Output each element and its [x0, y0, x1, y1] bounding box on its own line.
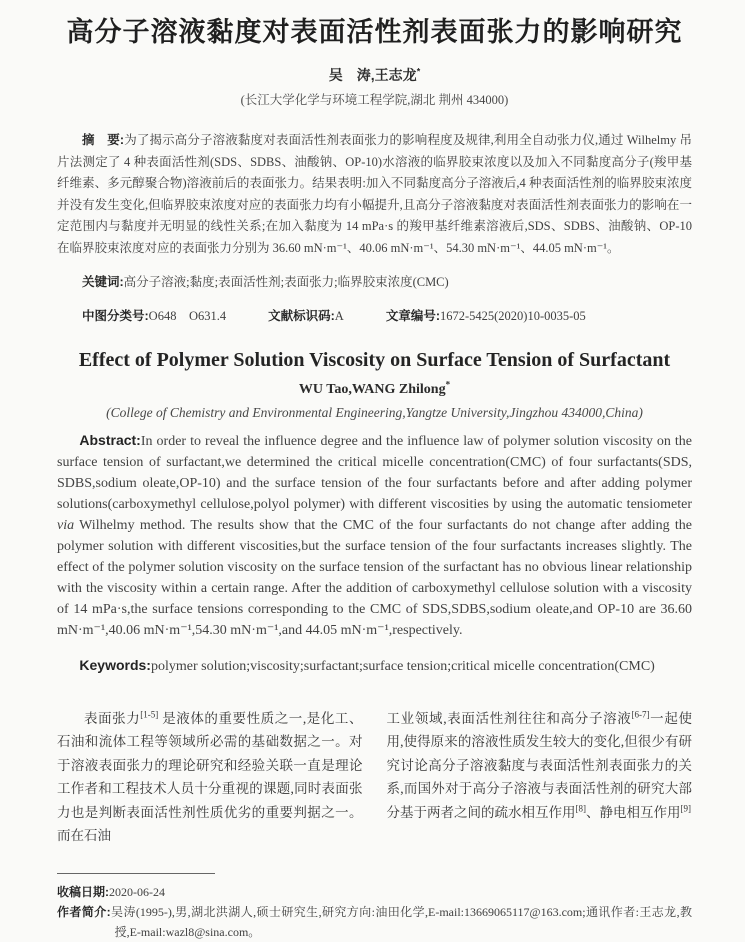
meta-line	[57, 306, 692, 328]
body-paragraph-left	[57, 707, 363, 848]
article-number	[386, 309, 586, 323]
citation-ref-8: [8]	[575, 803, 586, 813]
author-bio-label: 作者简介:	[57, 905, 111, 919]
affiliation-en: (College of Chemistry and Environmental Engineering,Yangtze University,Jingzhou 434000,China)	[106, 405, 643, 420]
footnote-block	[57, 882, 692, 942]
clc-number	[82, 309, 226, 323]
body-columns	[57, 693, 692, 861]
abstract-cn-text: 为了揭示高分子溶液黏度对表面活性剂表面张力的影响程度及规律,利用全自动张力仪,通过 Wilhelmy 吊片法测定了 4 种表面活性剂(SDS、SDBS、油酸钠、OP-10)水溶液的临界胶束浓度以及加入不同黏度高分子(羧甲基纤维素、多元醇聚合物)溶液前后的表面张力。结果表明:加入不同黏度高分子溶液后,4 种表面活性剂的临界胶束浓度并没有发生变化,但临界胶束浓度对应的表面张力均有小幅提升,且高分子溶液黏度对表面活性剂表面张力的影响在一定范围内与黏度并无明显的线性关系;在加入黏度为 14 mPa·s 的羧甲基纤维素溶液后,SDS、SDBS、油酸钠、OP-10 在临界胶束浓度对应的表面张力分别为 36.60 mN·m⁻¹、40.06 mN·m⁻¹、54.30 mN·m⁻¹、44.05 mN·m⁻¹。	[57, 133, 692, 255]
page-title: 高分子溶液黏度对表面活性剂表面张力的影响研究	[66, 17, 683, 47]
body-column-right	[387, 693, 693, 861]
abstract-en-part1: In order to reveal the influence degree and the influence law of polymer solution viscosity on the surface tension of surfactant,we determined the critical micelle concentration(CMC) of four surfactants(SDS, SDBS,sodium oleate,OP-10) and the surface tension of the four surfactants before and after adding polymer solutions(carboxymethyl cellulose,polyol polymer) with different viscosities by using the automatic tensiometer	[57, 434, 692, 512]
keywords-cn-text: 高分子溶液;黏度;表面活性剂;表面张力;临界胶束浓度(CMC)	[123, 274, 449, 289]
body-paragraph-right	[387, 707, 693, 825]
abstract-cn-label: 摘 要:	[82, 133, 125, 147]
author-bio-text: 吴涛(1995-),男,湖北洪湖人,硕士研究生,研究方向:油田化学,E-mail:13669065117@163.com;通讯作者:王志龙,教授,E-mail:wazl8@sina.com。	[110, 905, 693, 939]
article-number-label: 文章编号:	[385, 308, 440, 323]
author-bio-line	[57, 902, 692, 942]
citation-ref-9: [9]	[680, 803, 691, 813]
authors-en	[57, 379, 692, 398]
received-date-value: 2020-06-24	[109, 885, 165, 899]
keywords-cn	[57, 272, 692, 294]
body-right-text-1: 工业领域,表面活性剂往往和高分子溶液	[386, 710, 632, 726]
document-code-value: A	[334, 308, 344, 323]
body-column-left	[57, 693, 363, 861]
abstract-en-via: via	[57, 518, 75, 533]
keywords-en-label: Keywords:	[79, 657, 151, 673]
affiliation-cn: (长江大学化学与环境工程学院,湖北 荆州 434000)	[240, 93, 509, 107]
authors-en-names: WU Tao,WANG Zhilong	[298, 382, 446, 397]
abstract-cn	[57, 130, 692, 259]
keywords-en-text: polymer solution;viscosity;surfactant;surface tension;critical micelle concentration(CMC)	[150, 659, 655, 674]
corresponding-author-asterisk-en: *	[445, 379, 451, 390]
corresponding-author-asterisk: *	[416, 66, 421, 77]
body-right-text-2: 一起使用,使得原来的溶液性质发生较大的变化,但很少有研究讨论高分子溶液黏度与表面活性剂表面张力的关系,而国外对于高分子溶液与表面活性剂的研究大部分基于两者之间的疏水相互作用	[386, 710, 693, 820]
footnote-divider	[57, 873, 215, 874]
received-date-label: 收稿日期:	[57, 885, 109, 899]
body-left-text-2: 是液体的重要性质之一,是化工、石油和流体工程等领域所必需的基础数据之一。对于溶液表面张力的理论研究和经验关联一直是理论工作者和工程技术人员十分重视的课题,同时表面张力也是判断表面活性剂性质优劣的重要判据之一。而在石油	[57, 710, 363, 843]
abstract-en-label: Abstract:	[79, 432, 141, 448]
article-number-value: 1672-5425(2020)10-0035-05	[439, 308, 586, 323]
page-title-en: Effect of Polymer Solution Viscosity on Surface Tension of Surfactant	[78, 349, 671, 371]
keywords-en	[57, 655, 692, 677]
citation-ref-1-5: [1-5]	[140, 709, 159, 719]
clc-label: 中图分类号:	[82, 308, 149, 323]
citation-ref-6-7: [6-7]	[631, 709, 650, 719]
document-code	[268, 309, 344, 323]
body-right-text-3: 、静电相互作用	[586, 804, 681, 820]
document-code-label: 文献标识码:	[268, 308, 335, 323]
authors-cn	[57, 65, 692, 85]
clc-value: O648 O631.4	[148, 308, 227, 323]
received-date-line	[57, 882, 692, 902]
authors-cn-names: 吴 涛,王志龙	[328, 67, 417, 83]
abstract-en	[57, 430, 692, 641]
body-left-text-1: 表面张力	[84, 710, 141, 726]
keywords-cn-label: 关键词:	[82, 274, 124, 289]
abstract-en-part2: Wilhelmy method. The results show that the CMC of the four surfactants do not change after adding the polymer solution with different viscosities,but the surface tension of the four surfactants increases slightly. The effect of the polymer solution viscosity on the surface tension of the surfactant has no obvious linear relationship with the viscosity within a certain range. After the addition of carboxymethyl cellulose solution with a viscosity of 14 mPa·s,the surface tensions corresponding to the CMC of SDS,SDBS,sodium oleate,and OP-10 are 36.60 mN·m⁻¹,40.06 mN·m⁻¹,54.30 mN·m⁻¹,and 44.05 mN·m⁻¹,respectively.	[57, 518, 692, 638]
